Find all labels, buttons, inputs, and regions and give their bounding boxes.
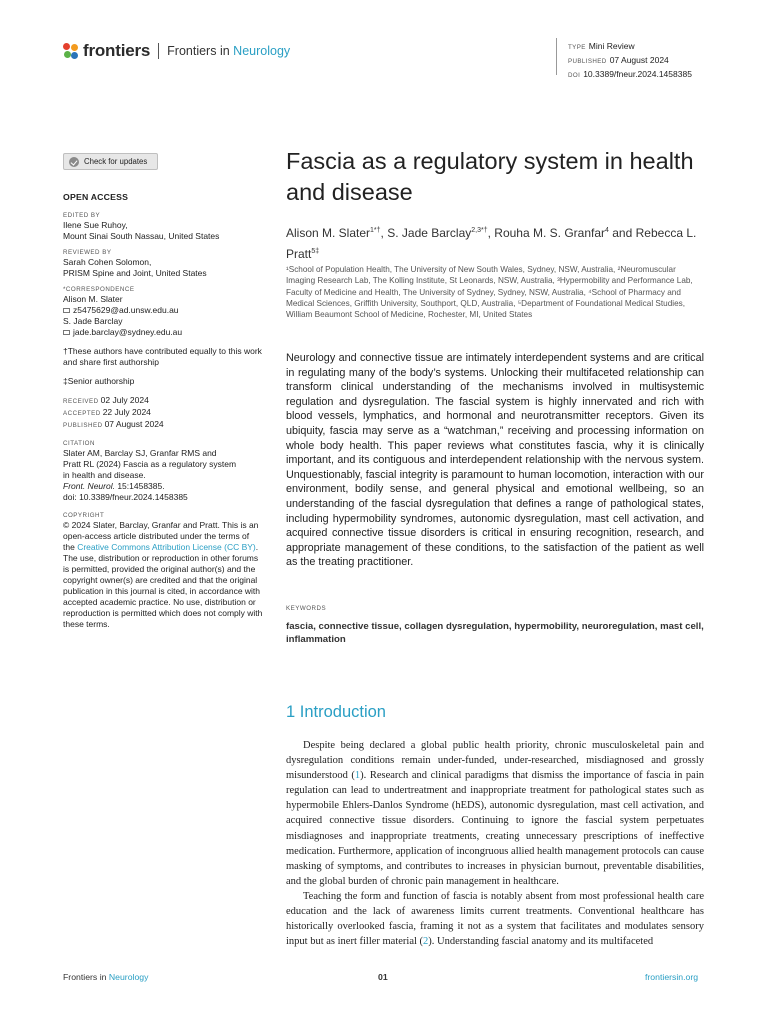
author-affiliation-marker: 4	[605, 227, 609, 234]
corresponding-author-2: S. Jade Barclay	[63, 316, 123, 326]
citation-volume: 15:1458385.	[114, 481, 165, 491]
doi-label: DOI	[568, 72, 581, 79]
citation-line: Slater AM, Barclay SJ, Granfar RMS and	[63, 448, 217, 458]
copyright-label: COPYRIGHT	[63, 512, 105, 519]
citation-label: CITATION	[63, 440, 95, 447]
abstract: Neurology and connective tissue are intimately interdependent systems and are critical in regulating many of the body’s systems. Unlocking their multifaceted relationship can transform clinical understanding of the mechanisms involved in multisystemic regulation and dysregulation. The fascial system is highly innervated and rich with blood vessels, lymphatics, and hormonal and neurotransmitter receptors. Given its ubiquity, fascia may serve as a “watchman,” receiving and processing information on whole body health. This paper reviews what constitutes fascia, why it is clinically important, and its contiguous and interdependent relationship with the nervous system. Unquestionably, fascial integrity is paramount to human locomotion, interaction with our environment, bodily sense, and general physical and emotional wellbeing, so an understanding of the fascial dysregulation that defines a range of pathological states, including hypermobility syndromes, autonomic dysregulation, mast cell activation, and acquired connective tissue disorders is critical in ensuring recognition, research, and appropriate management of these conditions, to the satisfaction of the patient as well as the treating practitioner.	[286, 352, 704, 569]
author-separator: and	[608, 226, 636, 240]
sidebar-info	[63, 192, 263, 630]
senior-authorship-note: ‡Senior authorship	[63, 376, 135, 386]
author-name[interactable]: Rouha M. S. Granfar	[494, 226, 606, 240]
accepted-label: ACCEPTED	[63, 410, 101, 417]
footer-journal-prefix: Frontiers in	[63, 972, 107, 982]
journal-name[interactable]	[167, 44, 290, 58]
received-date	[63, 395, 263, 407]
email-1[interactable]	[63, 305, 263, 316]
reviewed-by-label: REVIEWED BY	[63, 249, 112, 256]
equal-contribution-note: †These authors have contributed equally to this work and share first authorship	[63, 346, 262, 367]
section-heading: 1 Introduction	[286, 703, 386, 721]
citation-line: in health and disease.	[63, 470, 146, 480]
cc-by-license-link[interactable]: Creative Commons Attribution License (CC BY)	[77, 542, 256, 552]
check-for-updates-button[interactable]	[63, 153, 158, 170]
published-date	[63, 419, 263, 431]
citation-journal-line	[63, 481, 263, 492]
copyright-text-1: © 2024 Slater, Barclay, Granfar and Pratt. This is an open-access article distributed under the terms of the	[63, 520, 259, 552]
type-value: Mini Review	[588, 41, 635, 51]
open-access-label: OPEN ACCESS	[63, 192, 129, 202]
citation-line: Pratt RL (2024) Fascia as a regulatory system	[63, 459, 237, 469]
accepted-date	[63, 407, 263, 419]
author-name[interactable]: Rebecca L. Pratt	[286, 226, 697, 261]
author-separator: ,	[380, 226, 388, 240]
copyright-text-2: . The use, distribution or reproduction in other forums is permitted, provided the original author(s) and the copyright owner(s) are credited and that the original publication in this journal is cited, in accordance with accepted academic practice. No use, distribution or reproduction is permitted which does not comply with these terms.	[63, 542, 263, 629]
citation-doi[interactable]: doi: 10.3389/fneur.2024.1458385	[63, 492, 188, 502]
brand-wordmark: frontiers	[83, 41, 151, 60]
affiliations: ¹School of Population Health, The University of New South Wales, Sydney, NSW, Australia, ²Neuromuscular Imaging Research Lab, The Kolling Institute, St Leonards, NSW, Australia, ³Hypermobility and Performance Lab, Faculty of Medicine and Health, The University of Sydney, Sydney, NSW, Australia, ⁴School of Pharmacy and Medical Sciences, Griffith University, Southport, QLD, Australia, ⁵Department of Foundational Medical Studies, William Beaumont School of Medicine, Rochester, MI, United States	[286, 265, 693, 320]
editor-affiliation: Mount Sinai South Nassau, United States	[63, 231, 220, 241]
journal-prefix: Frontiers in	[167, 44, 230, 58]
paragraph-text: Teaching the form and function of fascia is notably absent from most professional health care education and the lack of awareness limits current treatments. Conventional healthcare has historically overlooked fascia, framing it not as a system that facilitates and modulates sensory input but as inert filler material (	[286, 890, 704, 948]
header-divider	[158, 43, 159, 59]
keywords: fascia, connective tissue, collagen dysregulation, hypermobility, neuroregulation, mast cell, inflammation	[286, 621, 704, 645]
author-affiliation-marker: 2,3*†	[471, 227, 488, 234]
paragraph	[286, 889, 704, 949]
paragraph-text: ). Understanding fascial anatomy and its multifaceted	[428, 936, 654, 948]
frontiers-logo-icon	[63, 43, 79, 60]
page-number: 01	[378, 972, 388, 982]
doi-value[interactable]: 10.3389/fneur.2024.1458385	[583, 69, 692, 79]
published-label-side: PUBLISHED	[63, 422, 103, 429]
author-separator: ,	[487, 226, 495, 240]
journal-field: Neurology	[233, 44, 291, 58]
article-meta	[568, 40, 692, 82]
corresponding-author-1: Alison M. Slater	[63, 294, 123, 304]
published-value-side: 07 August 2024	[104, 419, 164, 429]
accepted-value: 22 July 2024	[102, 407, 151, 417]
footer-journal[interactable]	[63, 972, 148, 982]
author-affiliation-marker: 1*†	[370, 227, 381, 234]
received-value: 02 July 2024	[100, 395, 149, 405]
frontiers-logo[interactable]	[63, 41, 290, 61]
author-affiliation-marker: 5‡	[311, 247, 320, 255]
footer-journal-field: Neurology	[108, 972, 149, 982]
citation-journal: Front. Neurol.	[63, 481, 115, 491]
author-list	[286, 222, 706, 263]
checkmark-icon	[69, 157, 79, 167]
paragraph-text: ). Research and clinical paradigms that dismiss the importance of fascia in pain regulation can lead to undertreatment and inappropriate treatment for pathological states such as hypermobile Ehlers-Danlos Syndrome (hEDS), autonomic dysregulation, mast cell activation, and acquired connective tissue disorders. Continuing to ignore the fascial system perpetuates misdiagnoses and inappropriate treatments, creating unnecessary prescriptions of ineffective medication. Furthermore, application of incongruous allied health management protocols can cause masking of symptoms, and contributes to increases in physician burnout, preventable disabilities, and the global burden of chronic pain management in healthcare.	[286, 770, 705, 887]
meta-divider	[556, 38, 557, 75]
type-label: TYPE	[568, 44, 586, 51]
citation-link[interactable]: 2	[423, 936, 429, 948]
email-1-text: z5475629@ad.unsw.edu.au	[73, 305, 179, 315]
email-2[interactable]	[63, 327, 263, 338]
published-label: PUBLISHED	[568, 58, 607, 65]
article-title: Fascia as a regulatory system in health and disease	[286, 148, 694, 205]
body-text	[286, 738, 704, 949]
footer-site-link[interactable]: frontiersin.org	[645, 972, 699, 982]
paragraph-text: Despite being declared a global public health priority, chronic musculoskeletal pain and dysregulation conditions remain under-funded, under-researched, misdiagnosed and grossly misunderstood (	[286, 740, 704, 782]
envelope-icon	[63, 330, 70, 335]
edited-by-label: EDITED BY	[63, 212, 101, 219]
paragraph	[286, 738, 704, 889]
copyright-text	[63, 520, 263, 630]
received-label: RECEIVED	[63, 398, 99, 405]
published-value: 07 August 2024	[609, 55, 669, 65]
correspondence-label: *CORRESPONDENCE	[63, 286, 135, 293]
reviewer-name: Sarah Cohen Solomon,	[63, 257, 152, 267]
citation-link[interactable]: 1	[354, 770, 361, 782]
check-updates-label: Check for updates	[84, 157, 148, 166]
reviewer-affiliation: PRISM Spine and Joint, United States	[63, 268, 207, 278]
author-name[interactable]: Alison M. Slater	[286, 226, 371, 240]
author-name[interactable]: S. Jade Barclay	[387, 226, 472, 240]
email-2-text: jade.barclay@sydney.edu.au	[73, 327, 183, 337]
keywords-label: KEYWORDS	[286, 605, 327, 612]
envelope-icon	[63, 308, 70, 313]
editor-name: Ilene Sue Ruhoy,	[63, 220, 128, 230]
